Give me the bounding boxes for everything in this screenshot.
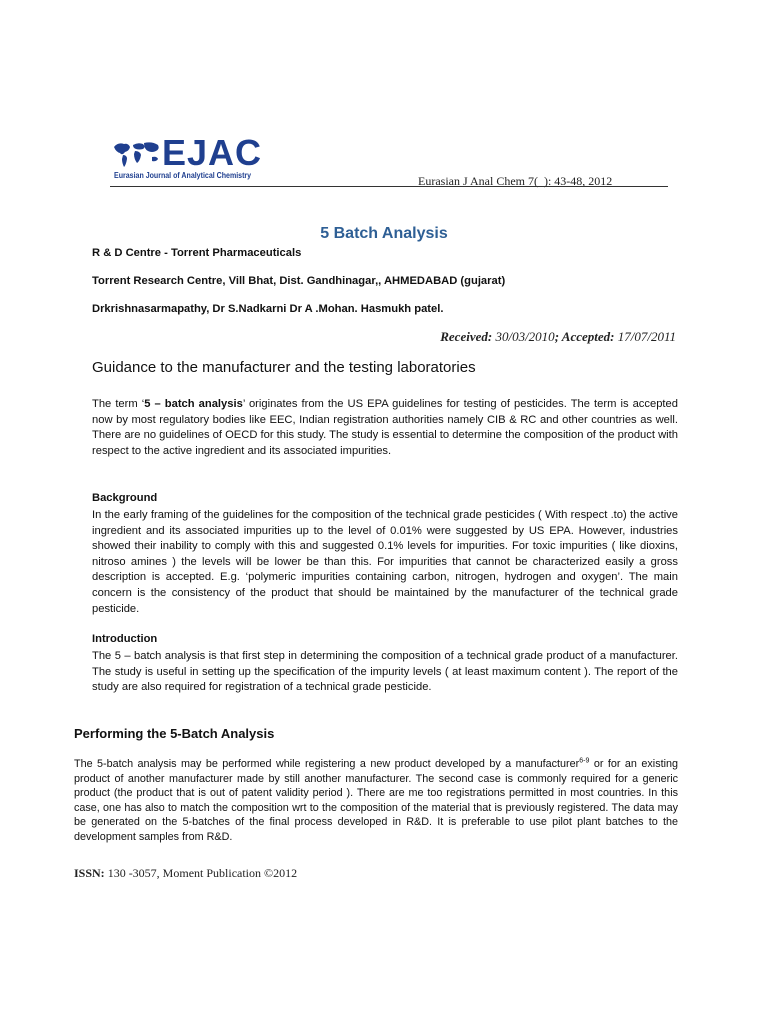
citation-superscript: 6-9 <box>579 757 590 765</box>
received-date: 30/03/2010 <box>495 329 555 344</box>
article-title: 5 Batch Analysis <box>320 225 448 242</box>
issn-footer <box>74 866 297 881</box>
accepted-date: 17/07/2011 <box>617 329 676 344</box>
background-heading: Background <box>92 492 158 504</box>
logo-wordmark: EJAC <box>162 132 263 173</box>
intro-term: 5 – batch analysis <box>144 398 243 410</box>
affiliation: R & D Centre - Torrent Pharmaceuticals <box>92 247 302 259</box>
header-divider <box>110 186 668 187</box>
performing-paragraph <box>74 757 678 845</box>
received-accepted-dates <box>440 329 676 345</box>
address: Torrent Research Centre, Vill Bhat, Dist. Gandhinagar,, AHMEDABAD (gujarat) <box>92 275 506 287</box>
performing-heading: Performing the 5-Batch Analysis <box>74 726 275 741</box>
intro-paragraph <box>92 397 678 459</box>
guidance-heading: Guidance to the manufacturer and the testing laboratories <box>92 359 476 376</box>
performing-text-b: or for an existing product of another manufacturer made by still another manufacturer. The second case is commonly required for a generic product (the product that is out of patent validity period ). There are me too registrations permitted in most countries. In this case, one has also to match the composition wrt to the composition of the material that is previously registered. The data may be generated on the 5-batches of the final process developed in R&D. It is preferable to use pilot plant batches to the development samples from R&D. <box>74 758 678 843</box>
issn-label: ISSN: <box>74 866 105 880</box>
logo-subtitle: Eurasian Journal of Analytical Chemistry <box>114 171 252 180</box>
received-label: Received: <box>440 329 493 344</box>
introduction-heading: Introduction <box>92 633 158 645</box>
accepted-label: ; Accepted: <box>554 329 615 344</box>
intro-rest: ’ originates from the US EPA guidelines for testing of pesticides. The term is accepted now by most regulatory bodies like EEC, Indian registration authorities namely CIB & RC and other countries as well. There are no guidelines of OECD for this study. The study is essential to determine the composition of the product with respect to the active ingredient and its associated impurities. <box>92 398 678 457</box>
issn-text: 130 -3057, Moment Publication ©2012 <box>104 866 298 880</box>
journal-citation: Eurasian J Anal Chem 7(_): 43-48, 2012 <box>418 174 613 188</box>
journal-logo <box>112 132 263 183</box>
world-map-icon <box>112 139 162 169</box>
background-paragraph: In the early framing of the guidelines for the composition of the technical grade pesticides ( With respect .to) the active ingredient and its associated impurities up to the level of 0.01% were suggested by US EPA. However, industries showed their inability to comply with this and suggested 0.1% levels for impurities. For toxic impurities ( like dioxins, nitroso amines ) the levels will be lower be than this. For impurities that cannot be characterized easily a gross description is accepted. E.g. ‘polymeric impurities containing carbon, nitrogen, hydrogen and oxygen’. The main concern is the consistency of the product that should be maintained by the manufacturer of the technical grade pesticide. <box>92 509 678 615</box>
intro-prefix: The term ‘ <box>92 398 145 410</box>
introduction-paragraph: The 5 – batch analysis is that first step in determining the composition of a technical grade product of a manufacturer. The study is useful in setting up the specification of the impurity levels ( at least maximum content ). The report of the study are also required for registration of a technical grade pesticide. <box>92 650 678 694</box>
performing-text-a: The 5-batch analysis may be performed while registering a new product developed by a manufacturer <box>74 758 580 770</box>
authors: Drkrishnasarmapathy, Dr S.Nadkarni Dr A .Mohan. Hasmukh patel. <box>92 303 444 315</box>
